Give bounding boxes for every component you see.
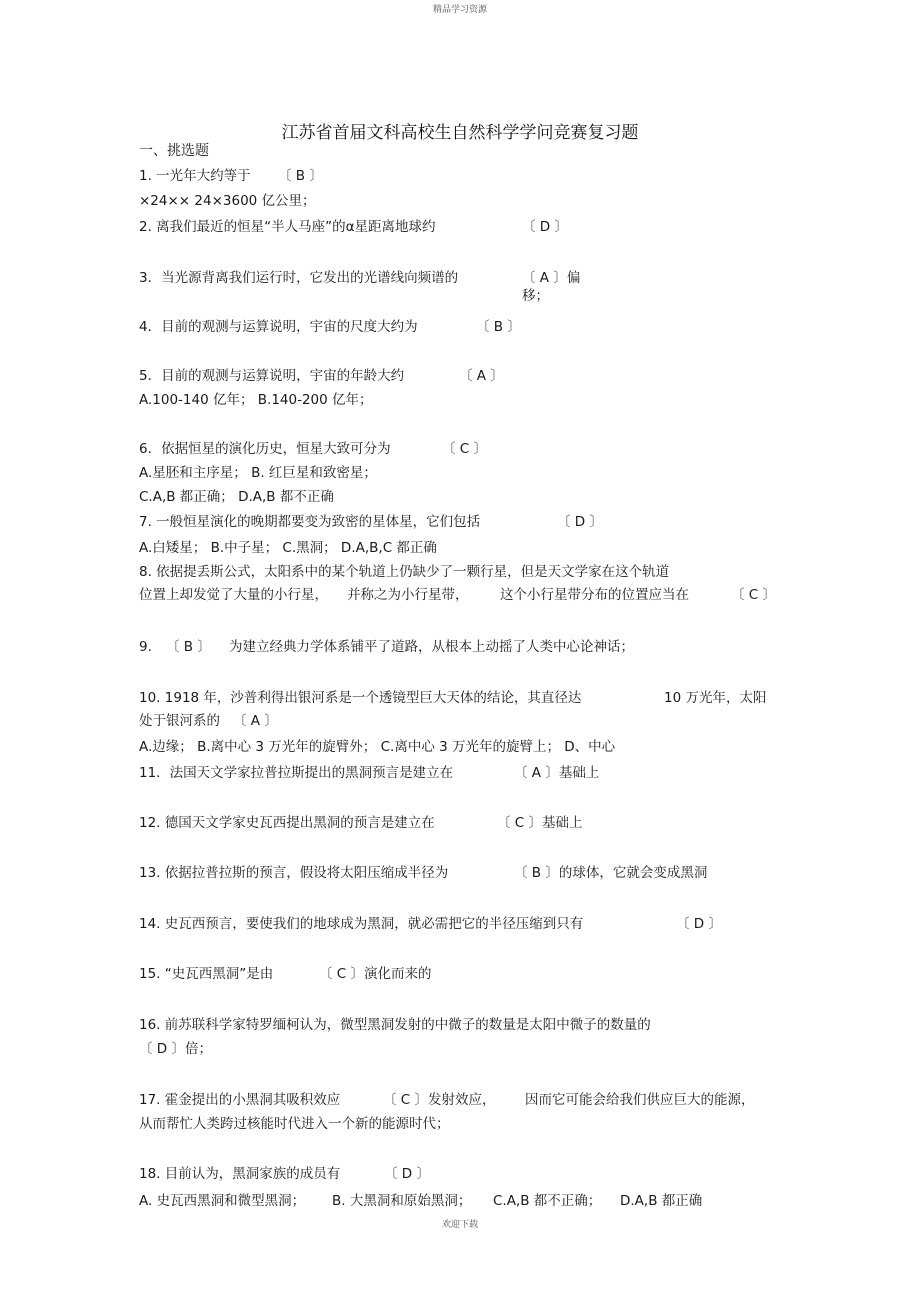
q18-option-a: A. 史瓦西黑洞和微型黑洞； — [139, 1193, 306, 1209]
q9-answer: 〔 B 〕 — [166, 639, 211, 655]
q3-text: 3．当光源背离我们运行时，它发出的光谱线向频谱的 — [139, 270, 459, 286]
q12-answer: 〔 C 〕基础上 — [497, 815, 583, 831]
q5-text: 5．目前的观测与运算说明，宇宙的年龄大约 — [139, 368, 405, 384]
q18-option-c: C.A,B 都不正确； — [493, 1193, 602, 1209]
q5-options: A.100-140 亿年； B.140-200 亿年； — [139, 392, 373, 408]
q17-text: 17. 霍金提出的小黑洞其吸积效应 — [139, 1092, 341, 1108]
q18-option-d: D.A,B 都正确 — [620, 1193, 703, 1209]
q6-answer: 〔 C 〕 — [442, 441, 488, 457]
q6-text: 6．依据恒星的演化历史，恒星大致可分为 — [139, 441, 391, 457]
q9-number: 9. — [139, 639, 152, 655]
q7-text: 7. 一般恒星演化的晚期都要变为致密的星体星，它们包括 — [139, 514, 481, 530]
page-footer: 欢迎下载 — [441, 1220, 478, 1230]
q17-line2: 从而帮忙人类跨过核能时代进入一个新的能源时代； — [139, 1116, 450, 1132]
q5-answer: 〔 A 〕 — [459, 368, 504, 384]
q6-options-2: C.A,B 都正确； D.A,B 都不正确 — [139, 489, 334, 505]
page-title: 江苏省首届文科高校生自然科学学问竞赛复习题 — [281, 123, 639, 143]
q9-text: 为建立经典力学体系铺平了道路，从根本上动摇了人类中心论神话； — [229, 639, 634, 655]
q10-options: A.边缘； B.离中心 3 万光年的旋臂外； C.离中心 3 万光年的旋臂上； D、中心 — [139, 739, 616, 755]
q8-line2c: 这个小行星带分布的位置应当在 — [500, 587, 689, 603]
q1-note: ×24×× 24×3600 亿公里； — [139, 193, 316, 209]
q16-answer: 〔 D 〕倍； — [139, 1041, 212, 1057]
q14-answer: 〔 D 〕 — [676, 916, 722, 932]
q10-line2: 处于银河系的 — [139, 713, 220, 729]
q10-answer: 〔 A 〕 — [233, 713, 278, 729]
q14-text: 14. 史瓦西预言，要使我们的地球成为黑洞，就必需把它的半径压缩到只有 — [139, 916, 584, 932]
q8-line2a: 位置上却发觉了大量的小行星， — [139, 587, 328, 603]
page-header: 精品学习资源 — [432, 5, 487, 15]
q18-answer: 〔 D 〕 — [384, 1166, 430, 1182]
q15-text: 15. “史瓦西黑洞”是由 — [139, 966, 274, 982]
q8-text: 8. 依据提丢斯公式，太阳系中的某个轨道上仍缺少了一颗行星，但是天文学家在这个轨道 — [139, 564, 670, 580]
q18-text: 18. 目前认为，黑洞家族的成员有 — [139, 1166, 341, 1182]
q2-text: 2. 离我们最近的恒星“半人马座”的α星距离地球约 — [139, 219, 436, 235]
q12-text: 12. 德国天文学家史瓦西提出黑洞的预言是建立在 — [139, 815, 435, 831]
q7-answer: 〔 D 〕 — [557, 514, 603, 530]
q4-text: 4．目前的观测与运算说明，宇宙的尺度大约为 — [139, 319, 418, 335]
q11-text: 11．法国天文学家拉普拉斯提出的黑洞预言是建立在 — [139, 765, 454, 781]
q10-tail: 10 万光年，太阳 — [664, 690, 767, 706]
q15-answer: 〔 C 〕演化而来的 — [319, 966, 432, 982]
q2-answer: 〔 D 〕 — [522, 219, 568, 235]
q8-answer: 〔 C 〕 — [731, 587, 777, 603]
q6-options-1: A.星胚和主序星； B. 红巨星和致密星； — [139, 465, 377, 481]
q10-text: 10. 1918 年，沙普利得出银河系是一个透镜型巨大天体的结论，其直径达 — [139, 690, 582, 706]
q18-option-b: B. 大黑洞和原始黑洞； — [332, 1193, 472, 1209]
q8-line2b: 并称之为小行星带， — [347, 587, 469, 603]
q3-answer: 〔 A 〕偏 — [522, 270, 581, 286]
q13-text: 13. 依据拉普拉斯的预言，假设将太阳压缩成半径为 — [139, 865, 449, 881]
q4-answer: 〔 B 〕 — [476, 319, 521, 335]
q7-options: A.白矮星； B.中子星； C.黑洞； D.A,B,C 都正确 — [139, 540, 437, 556]
q13-answer: 〔 B 〕的球体，它就会变成黑洞 — [514, 865, 708, 881]
section-heading: 一、挑选题 — [139, 143, 209, 159]
q17-tail: 因而它可能会给我们供应巨大的能源， — [525, 1092, 755, 1108]
q16-text: 16. 前苏联科学家特罗缅柯认为，微型黑洞发射的中微子的数量是太阳中微子的数量的 — [139, 1017, 651, 1033]
q1-answer: 〔 B 〕 — [278, 168, 323, 184]
q1-text: 1. 一光年大约等于 — [139, 168, 251, 184]
q3-continuation: 移； — [522, 288, 549, 304]
q11-answer: 〔 A 〕基础上 — [514, 765, 600, 781]
q17-answer: 〔 C 〕发射效应， — [383, 1092, 496, 1108]
